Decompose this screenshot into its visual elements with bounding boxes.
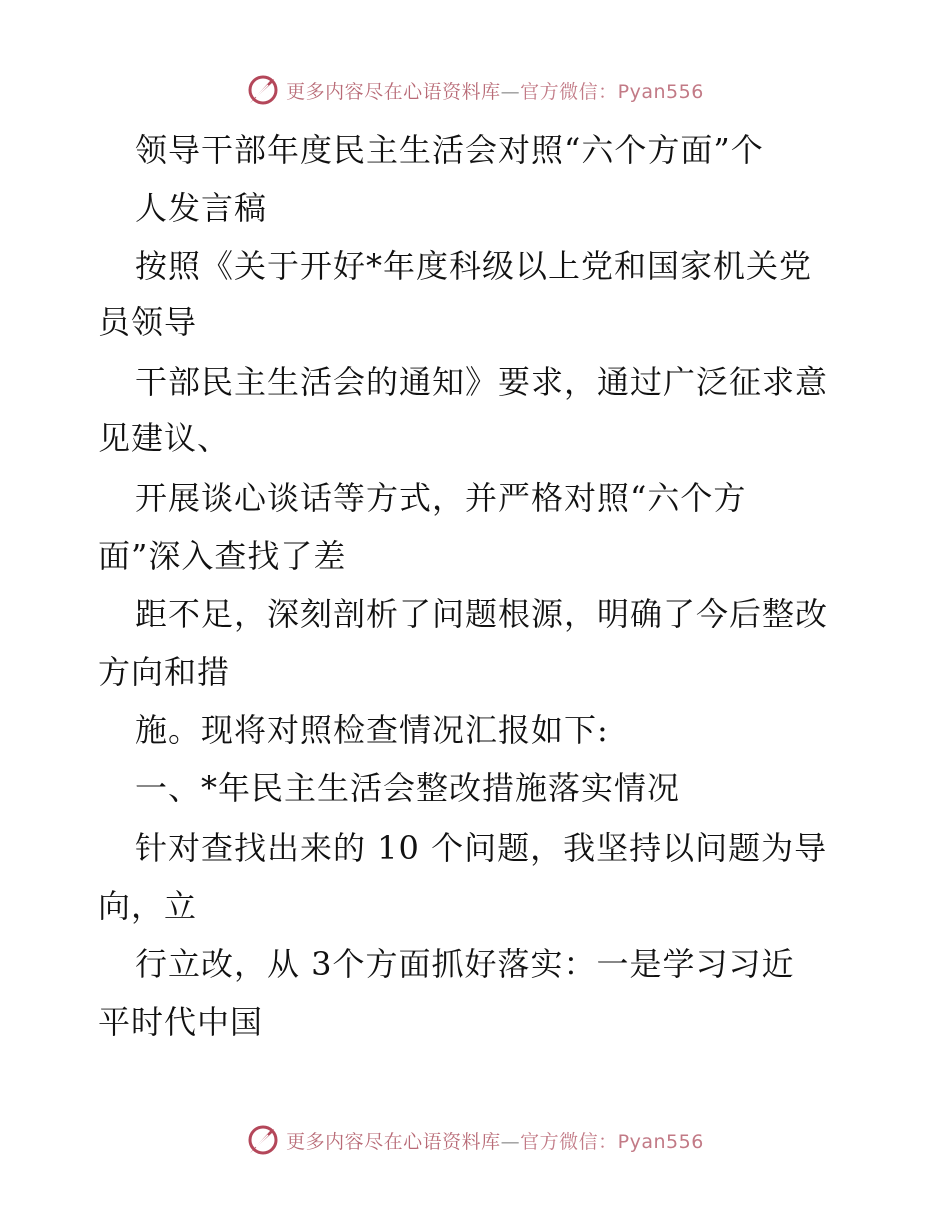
paragraph-line: 见建议、 xyxy=(98,419,231,457)
paragraph-line: 按照《关于开好*年度科级以上党和国家机关党 xyxy=(135,247,813,285)
quill-logo-icon xyxy=(246,73,280,107)
paragraph-line: 行立改，从 3个方面抓好落实：一是学习习近 xyxy=(135,945,795,983)
watermark-text: 更多内容尽在心语资料库—官方微信：Pyan556 xyxy=(286,1130,704,1153)
watermark-banner-bottom xyxy=(0,1120,950,1160)
paragraph-line: 员领导 xyxy=(98,303,198,341)
paragraph-line: 施。现将对照检查情况汇报如下: xyxy=(135,711,609,749)
paragraph-line: 方向和措 xyxy=(98,653,231,691)
paragraph-line: 开展谈心谈话等方式，并严格对照“六个方 xyxy=(135,479,747,517)
watermark-text: 更多内容尽在心语资料库—官方微信：Pyan556 xyxy=(286,80,704,103)
quill-logo-icon xyxy=(246,1123,280,1157)
paragraph-line: 针对查找出来的 10 个问题，我坚持以问题为导 xyxy=(135,829,828,867)
section-heading: 一、*年民主生活会整改措施落实情况 xyxy=(135,769,681,807)
paragraph-line: 平时代中国 xyxy=(98,1003,264,1041)
doc-title-line-2: 人发言稿 xyxy=(135,189,268,227)
paragraph-line: 干部民主生活会的通知》要求，通过广泛征求意 xyxy=(135,363,829,401)
watermark-banner-top xyxy=(0,70,950,110)
paragraph-line: 距不足，深刻剖析了问题根源，明确了今后整改 xyxy=(135,595,829,633)
doc-title-line-1: 领导干部年度民主生活会对照“六个方面”个 xyxy=(135,131,764,169)
paragraph-line: 向，立 xyxy=(98,887,198,925)
paragraph-line: 面”深入查找了差 xyxy=(98,537,347,575)
